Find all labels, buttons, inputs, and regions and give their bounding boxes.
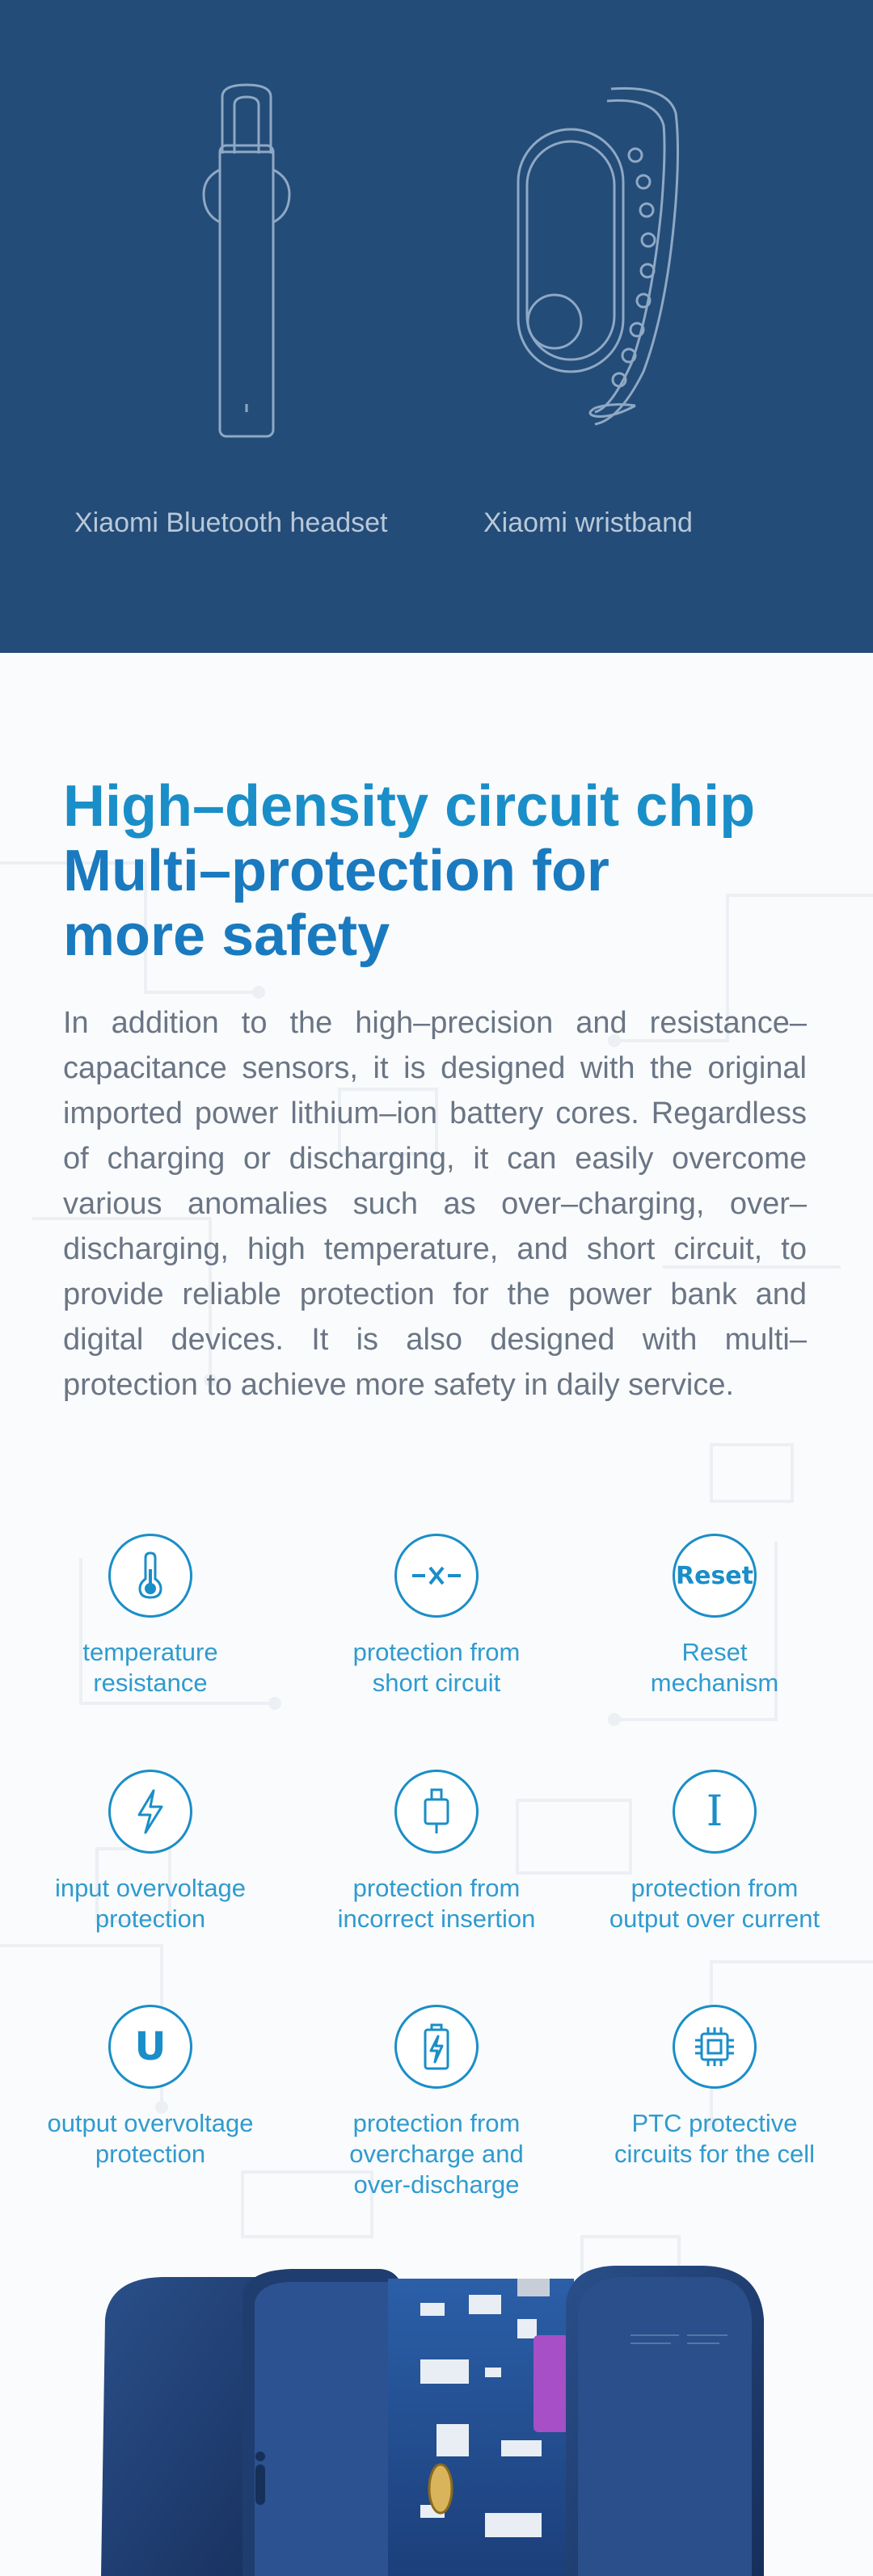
feature-label: protection from overcharge and over-discharge bbox=[349, 2109, 524, 2199]
feature-label: Reset mechanism bbox=[650, 1638, 779, 1697]
feature-label: input overvoltage protection bbox=[54, 1874, 247, 1933]
headline-line-2: Multi–protection for bbox=[63, 839, 609, 903]
feature-label: temperature resistance bbox=[82, 1638, 218, 1697]
feature-label: output overvoltage protection bbox=[47, 2109, 254, 2168]
feature-output-overvoltage bbox=[13, 2005, 288, 2170]
wristband-icon bbox=[514, 81, 684, 436]
wristband-label: Xiaomi wristband bbox=[483, 507, 693, 538]
feature-incorrect-insertion bbox=[299, 1770, 574, 1934]
current-icon: I bbox=[673, 1770, 757, 1854]
reset-icon: Reset bbox=[673, 1534, 757, 1618]
voltage-u-icon: U bbox=[108, 2005, 192, 2089]
short-circuit-icon bbox=[394, 1534, 479, 1618]
description-paragraph: In addition to the high–precision and resistance–capacitance sensors, it is designed with the original imported power lithium–ion battery cores. Regardless of charging or discharging, it can easily overcome various anomalies such as over–charging, over–discharging, high temperature, and short circuit, to provide reliable protection for the power bank and digital devices. It is also designed with multi–protection to achieve more safety in daily service. bbox=[63, 1006, 807, 1402]
bluetooth-headset-icon bbox=[202, 81, 291, 444]
battery-icon bbox=[394, 2005, 479, 2089]
feature-input-overvoltage bbox=[13, 1770, 288, 1934]
plug-icon bbox=[394, 1770, 479, 1854]
feature-temperature-resistance bbox=[13, 1534, 288, 1698]
feature-overcharge-overdischarge bbox=[299, 2005, 574, 2200]
thermometer-icon bbox=[108, 1534, 192, 1618]
headline-line-1: High–density circuit chip bbox=[63, 774, 756, 839]
headline bbox=[63, 774, 823, 968]
feature-label: protection from incorrect insertion bbox=[337, 1874, 536, 1933]
headline-line-3: more safety bbox=[63, 903, 390, 968]
feature-label: protection from short circuit bbox=[352, 1638, 521, 1697]
chip-icon bbox=[673, 2005, 757, 2089]
feature-output-over-current bbox=[577, 1770, 852, 1934]
feature-reset-mechanism bbox=[577, 1534, 852, 1698]
feature-label: PTC protective circuits for the cell bbox=[614, 2109, 816, 2168]
feature-ptc-circuits bbox=[577, 2005, 852, 2170]
headset-label: Xiaomi Bluetooth headset bbox=[74, 507, 388, 538]
device-compatibility-section bbox=[0, 0, 873, 653]
feature-label: protection from output over current bbox=[609, 1874, 820, 1933]
lightning-icon bbox=[108, 1770, 192, 1854]
power-bank-exploded-image bbox=[0, 2246, 873, 2576]
feature-short-circuit bbox=[299, 1534, 574, 1698]
